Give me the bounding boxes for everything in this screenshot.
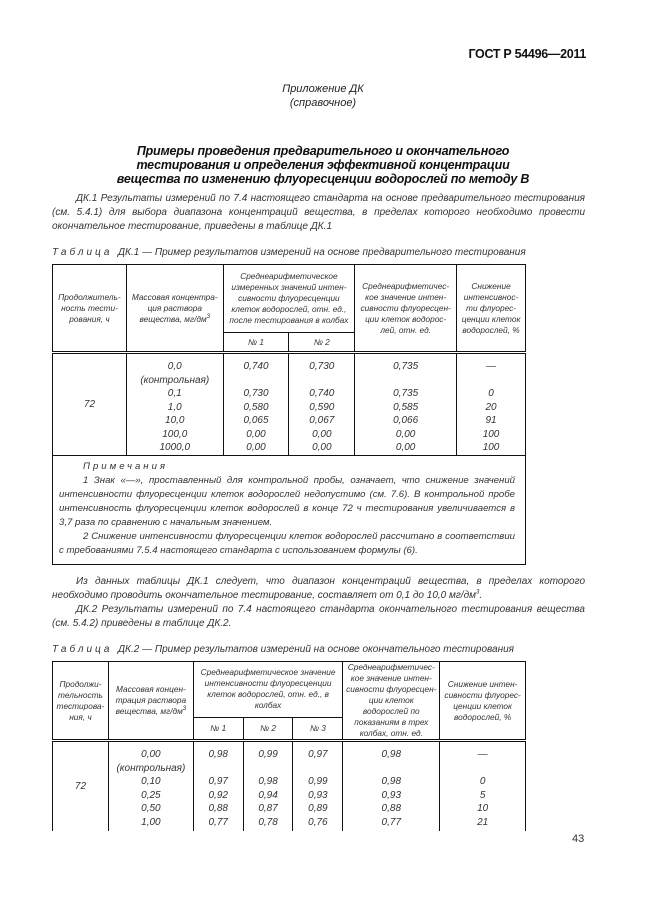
table2-caption-text: ДК.2 — Пример результатов измерений на основе окончательного тестирования <box>118 644 515 655</box>
main-title-line-2: тестирования и определения эффективной концентрации <box>136 158 510 172</box>
page-number: 43 <box>572 833 585 845</box>
paragraph-dk1-text: ДК.1 Результаты измерений по 7.4 настоящего стандарта на основе предварительного тестирования (см. 5.4.1) для выбора диапазона концентраций вещества, в пределах которого необходимо провести окончательное тестирование, приведены в таблице ДК.1 <box>52 193 585 232</box>
concentration-column: 0,00 (контрольная) 0,10 0,25 0,50 1,00 <box>108 741 193 831</box>
header-concentration: Массовая концен-трация раствора вещества, $мг/дм^3$ <box>108 662 193 741</box>
header-mean-value: Среднеарифметичес-кое значение интен-сивности флуоресцен-ции клеток водорослей по показаниям в трех колбах, отн. ед. <box>343 662 440 741</box>
header-duration: Продолжитель-ность тести-рования, ч <box>53 265 127 353</box>
paragraph-conclusion: Из данных таблицы ДК.1 следует, что диапазон концентраций вещества, в пределах которого необходимо проводить окончательное тестирование, составляет от 0,1 до 10,0 $мг/дм^3$. <box>52 576 585 601</box>
header-reduction: Снижение интенсивнос-ти флуорес-ценции клеток водорослей, % <box>457 265 526 353</box>
concentration-column: 0,0 (контрольная) 0,1 1,0 10,0 100,0 1000,0 <box>126 353 223 456</box>
header-flask-1: № 1 <box>193 717 243 741</box>
paragraph-dk2: ДК.2 Результаты измерений по 7.4 настоящего стандарта окончательного тестирования вещества (см. 5.4.2) приведены в таблице ДК.2. <box>52 604 585 629</box>
flask-2-column: 0,99 0,98 0,94 0,87 0,78 <box>243 741 293 831</box>
reduction-column: — 0 20 91 100 100 <box>457 353 526 456</box>
table2-caption <box>52 644 514 655</box>
note-1: 1 Знак «—», проставленный для контрольной пробы, означает, что снижение значений интенсивности флуоресценции клеток водорослей недопустимо (см. 7.6). В контрольной пробе интенсивность флуоресценции клеток водорослей в конце 72 ч тестирования увеличивается в 3,7 раза по сравнению с начальным значением. <box>59 474 515 528</box>
appendix-heading <box>0 82 646 110</box>
header-concentration: Массовая концентра-ция раствора вещества, $мг/дм^3$ <box>126 265 223 353</box>
flask-1-column: 0,740 0,730 0,580 0,065 0,00 0,00 <box>223 353 289 456</box>
flask-1-column: 0,98 0,97 0,92 0,88 0,77 <box>193 741 243 831</box>
header-mean-group: Среднеарифметическое значение интенсивности флуоресценции клеток водорослей, отн. ед., в колбах <box>193 662 342 718</box>
mean-value-column: 0,98 0,98 0,93 0,88 0,77 <box>343 741 440 831</box>
notes-heading: Примечания <box>83 460 169 472</box>
header-flask-2: № 2 <box>243 717 293 741</box>
main-title <box>0 144 646 186</box>
duration-cell: 72 <box>53 353 127 456</box>
appendix-subtitle: (справочное) <box>289 97 357 109</box>
main-title-line-1: Примеры проведения предварительного и окончательного <box>136 144 510 158</box>
main-title-line-3: вещества по изменению флуоресценции водорослей по методу В <box>116 172 530 186</box>
reduction-column: — 0 5 10 21 <box>440 741 526 831</box>
header-duration: Продолжи-тельность тестирова-ния, ч <box>53 662 109 741</box>
table1-notes <box>53 455 526 564</box>
appendix-title: Приложение ДК <box>282 83 364 95</box>
flask-3-column: 0,97 0,99 0,93 0,89 0,76 <box>293 741 343 831</box>
document-id: ГОСТ Р 54496—2011 <box>468 47 586 61</box>
table1-caption-text: ДК.1 — Пример результатов измерений на основе предварительного тестирования <box>118 247 526 258</box>
mean-value-column: 0,735 0,735 0,585 0,066 0,00 0,00 <box>355 353 457 456</box>
header-mean-value: Среднеарифметичес-кое значение интен-сивности флуоресцен-ции клеток водорос-лей, отн. ед. <box>355 265 457 353</box>
flask-2-column: 0,730 0,740 0,590 0,067 0,00 0,00 <box>289 353 355 456</box>
duration-cell: 72 <box>53 741 109 831</box>
table1-caption <box>52 247 526 258</box>
table2-caption-label: Таблица <box>52 644 113 655</box>
table1-caption-label: Таблица <box>52 247 113 258</box>
header-mean-group: Среднеарифметическое измеренных значений интен-сивности флуоресценции клеток водорослей, отн. ед., после тестирования в колбах <box>223 265 355 333</box>
header-flask-1: № 1 <box>223 333 289 353</box>
header-flask-3: № 3 <box>293 717 343 741</box>
table-dk1 <box>52 264 526 565</box>
paragraph-dk1 <box>52 192 585 234</box>
header-reduction: Снижение интен-сивности флуорес-ценции клеток водорослей, % <box>440 662 526 741</box>
table-dk2 <box>52 661 526 831</box>
header-flask-2: № 2 <box>289 333 355 353</box>
note-2: 2 Снижение интенсивности флуоресценции клеток водорослей рассчитано в соответствии с требованиями 7.5.4 настоящего стандарта с использованием формулы (6). <box>59 530 515 556</box>
